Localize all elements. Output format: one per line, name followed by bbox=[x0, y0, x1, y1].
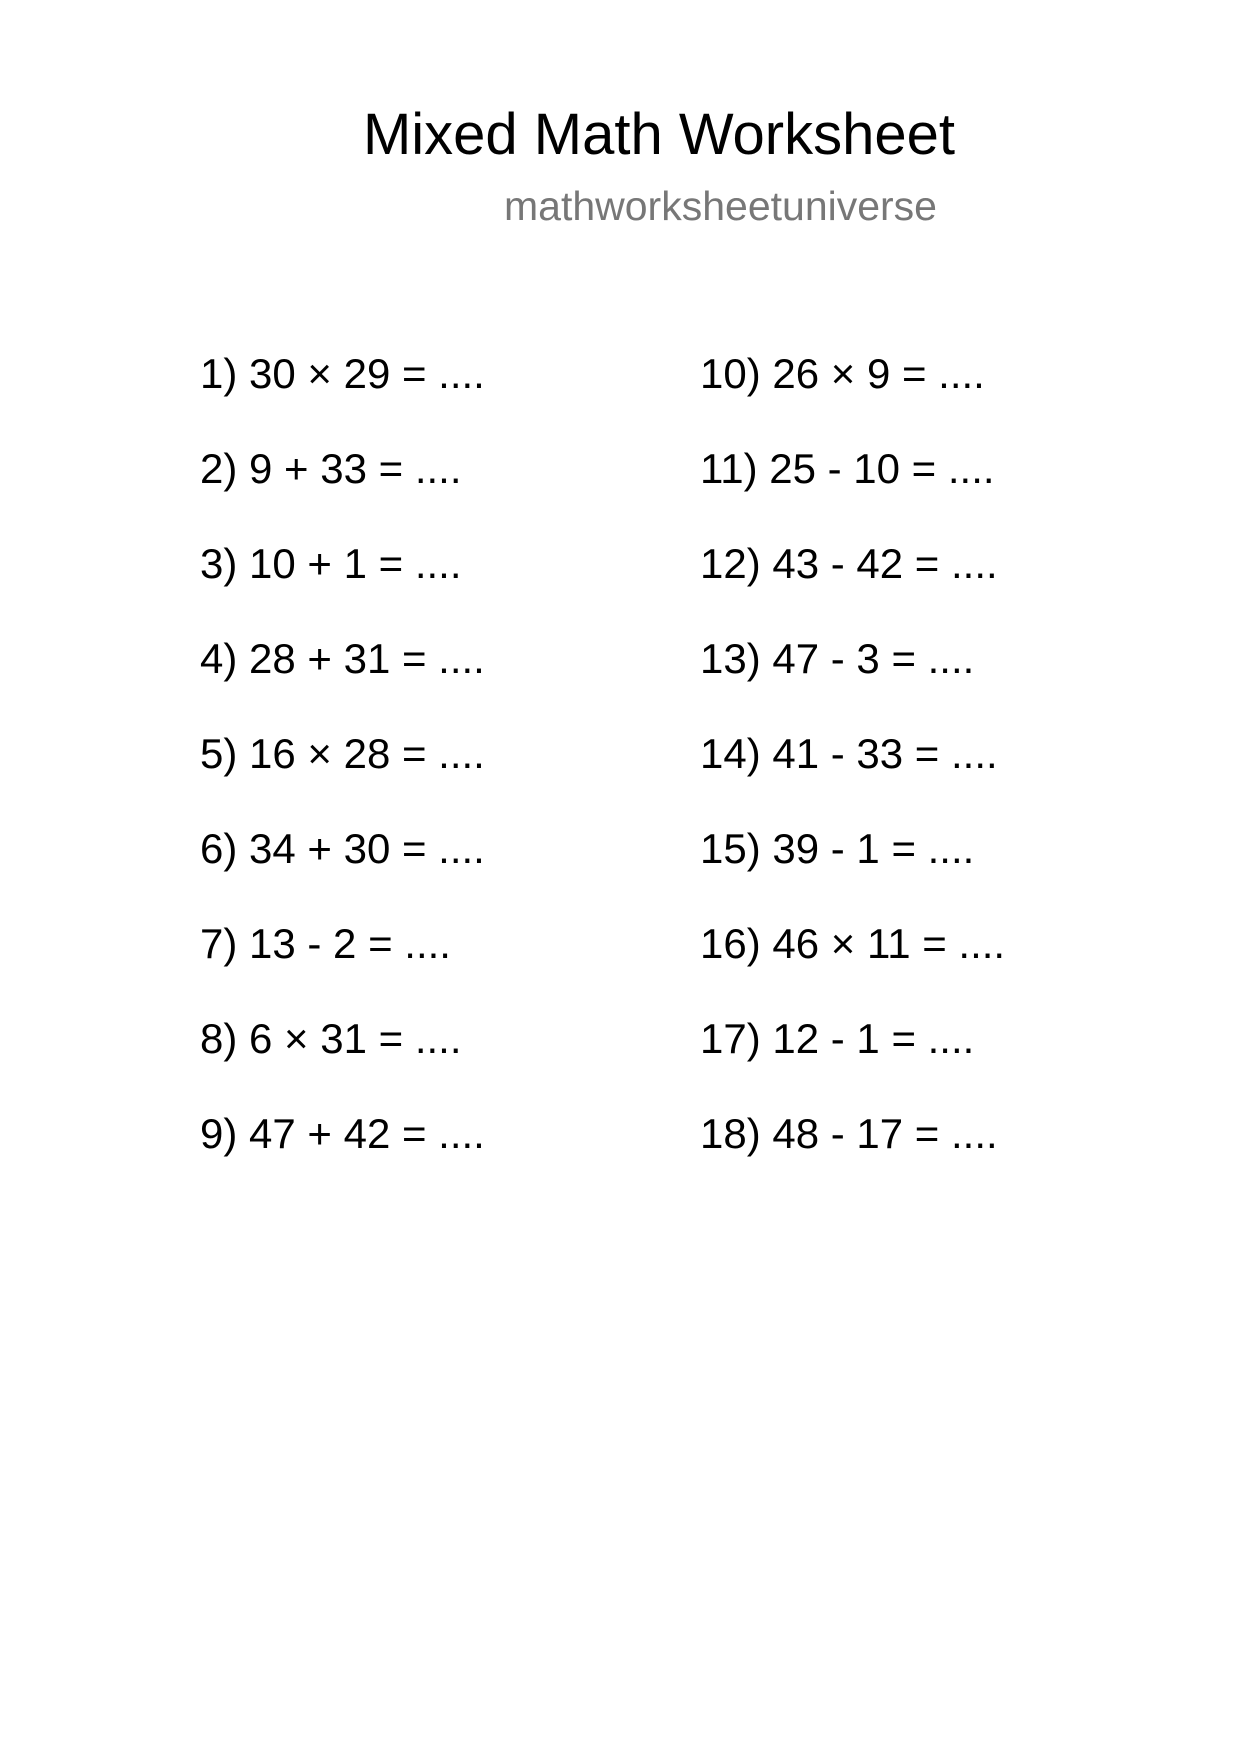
problem-11: 11) 25 - 10 = .... bbox=[700, 445, 995, 492]
problem-6: 6) 34 + 30 = .... bbox=[200, 825, 485, 872]
problem-2: 2) 9 + 33 = .... bbox=[200, 445, 462, 492]
problem-14: 14) 41 - 33 = .... bbox=[700, 730, 998, 777]
problems-column-left bbox=[200, 348, 485, 1203]
problem-1: 1) 30 × 29 = .... bbox=[200, 350, 485, 397]
worksheet-subtitle: mathworksheetuniverse bbox=[504, 183, 937, 229]
problem-4: 4) 28 + 31 = .... bbox=[200, 635, 485, 682]
problem-12: 12) 43 - 42 = .... bbox=[700, 540, 998, 587]
problem-7: 7) 13 - 2 = .... bbox=[200, 920, 451, 967]
worksheet-title: Mixed Math Worksheet bbox=[362, 102, 956, 167]
problem-5: 5) 16 × 28 = .... bbox=[200, 730, 485, 777]
problem-9: 9) 47 + 42 = .... bbox=[200, 1110, 485, 1157]
problem-13: 13) 47 - 3 = .... bbox=[700, 635, 975, 682]
problem-10: 10) 26 × 9 = .... bbox=[700, 350, 985, 397]
problem-15: 15) 39 - 1 = .... bbox=[700, 825, 975, 872]
problem-18: 18) 48 - 17 = .... bbox=[700, 1110, 998, 1157]
problem-3: 3) 10 + 1 = .... bbox=[200, 540, 462, 587]
problem-17: 17) 12 - 1 = .... bbox=[700, 1015, 975, 1062]
problem-16: 16) 46 × 11 = .... bbox=[700, 920, 1006, 967]
problem-8: 8) 6 × 31 = .... bbox=[200, 1015, 462, 1062]
problems-column-right bbox=[700, 348, 1005, 1203]
